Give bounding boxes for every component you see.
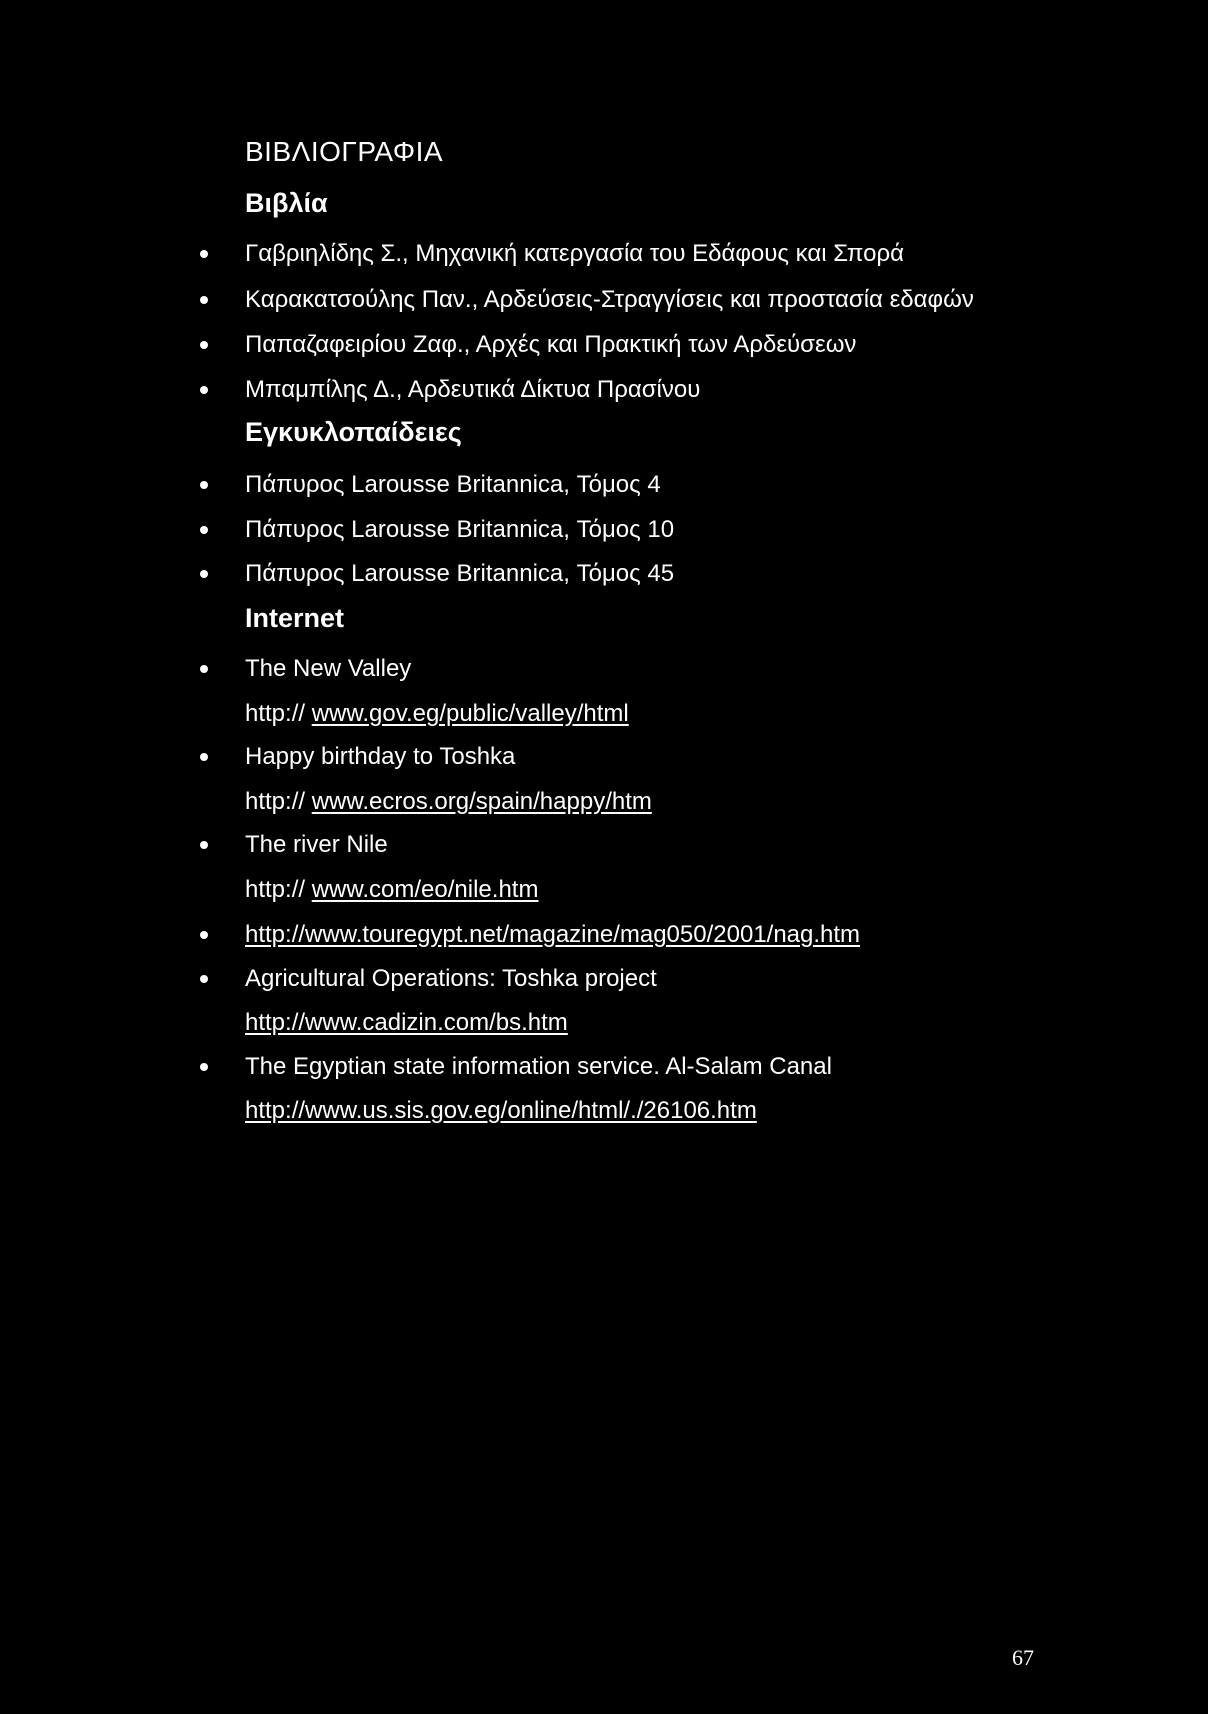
encyclopedia-item-text: Πάπυρος Larousse Britannica, Τόμος 4 [245, 471, 661, 498]
book-item-text: Γαβριηλίδης Σ., Μηχανική κατεργασία του Εδάφους και Σπορά [245, 240, 904, 267]
bullet-icon [200, 296, 208, 304]
bullet-icon [200, 526, 208, 534]
url-link[interactable]: http://www.cadizin.com/bs.htm [245, 1009, 568, 1036]
internet-item-title: The New Valley [245, 655, 412, 682]
url-link[interactable]: http://www.touregypt.net/magazine/mag050/2001/nag.htm [245, 921, 861, 948]
url-prefix: http:// [245, 876, 312, 903]
bullet-icon [200, 753, 208, 761]
bullet-icon [200, 481, 208, 489]
internet-item-title: Agricultural Operations: Toshka project [245, 965, 657, 992]
internet-item-url[interactable] [245, 788, 652, 816]
url-link[interactable]: http://www.us.sis.gov.eg/online/html/./26106.htm [245, 1097, 757, 1124]
url-prefix: http:// [245, 700, 312, 727]
url-prefix: http:// [245, 788, 312, 815]
encyclopedia-item-text: Πάπυρος Larousse Britannica, Τόμος 45 [245, 560, 675, 587]
internet-item-url[interactable] [245, 876, 538, 904]
bullet-icon [200, 841, 208, 849]
bullet-icon [200, 341, 208, 349]
page-number: 67 [1012, 1645, 1034, 1670]
internet-item-url[interactable] [245, 700, 629, 728]
book-item-text: Παπαζαφειρίου Ζαφ., Αρχές και Πρακτική των Αρδεύσεων [245, 331, 857, 358]
encyclopedias-heading: Εγκυκλοπαίδειες [245, 417, 462, 447]
bullet-icon [200, 665, 208, 673]
url-link[interactable]: www.ecros.org/spain/happy/htm [311, 788, 652, 815]
bullet-icon [200, 250, 208, 258]
book-item-text: Μπαμπίλης Δ., Αρδευτικά Δίκτυα Πρασίνου [245, 376, 701, 403]
bullet-icon [200, 570, 208, 578]
bullet-icon [200, 975, 208, 983]
bullet-icon [200, 1063, 208, 1071]
internet-heading: Internet [245, 603, 345, 633]
url-link[interactable]: www.gov.eg/public/valley/html [311, 700, 629, 727]
encyclopedia-item-text: Πάπυρος Larousse Britannica, Τόμος 10 [245, 516, 675, 543]
internet-item-url[interactable] [245, 1097, 757, 1125]
bullet-icon [200, 386, 208, 394]
internet-item-title: Happy birthday to Toshka [245, 743, 516, 770]
book-item-text: Καρακατσούλης Παν., Αρδεύσεις-Στραγγίσεις και προστασία εδαφών [245, 286, 974, 313]
internet-item-title: The Egyptian state information service. Al-Salam Canal [245, 1053, 832, 1080]
bibliography-title: ΒΙΒΛΙΟΓΡΑΦΙΑ [245, 136, 444, 167]
bullet-icon [200, 931, 208, 939]
internet-item-url[interactable] [245, 1009, 568, 1037]
url-link[interactable]: www.com/eo/nile.htm [311, 876, 539, 903]
books-heading: Βιβλία [245, 188, 328, 218]
internet-item-title: The river Nile [245, 831, 388, 858]
